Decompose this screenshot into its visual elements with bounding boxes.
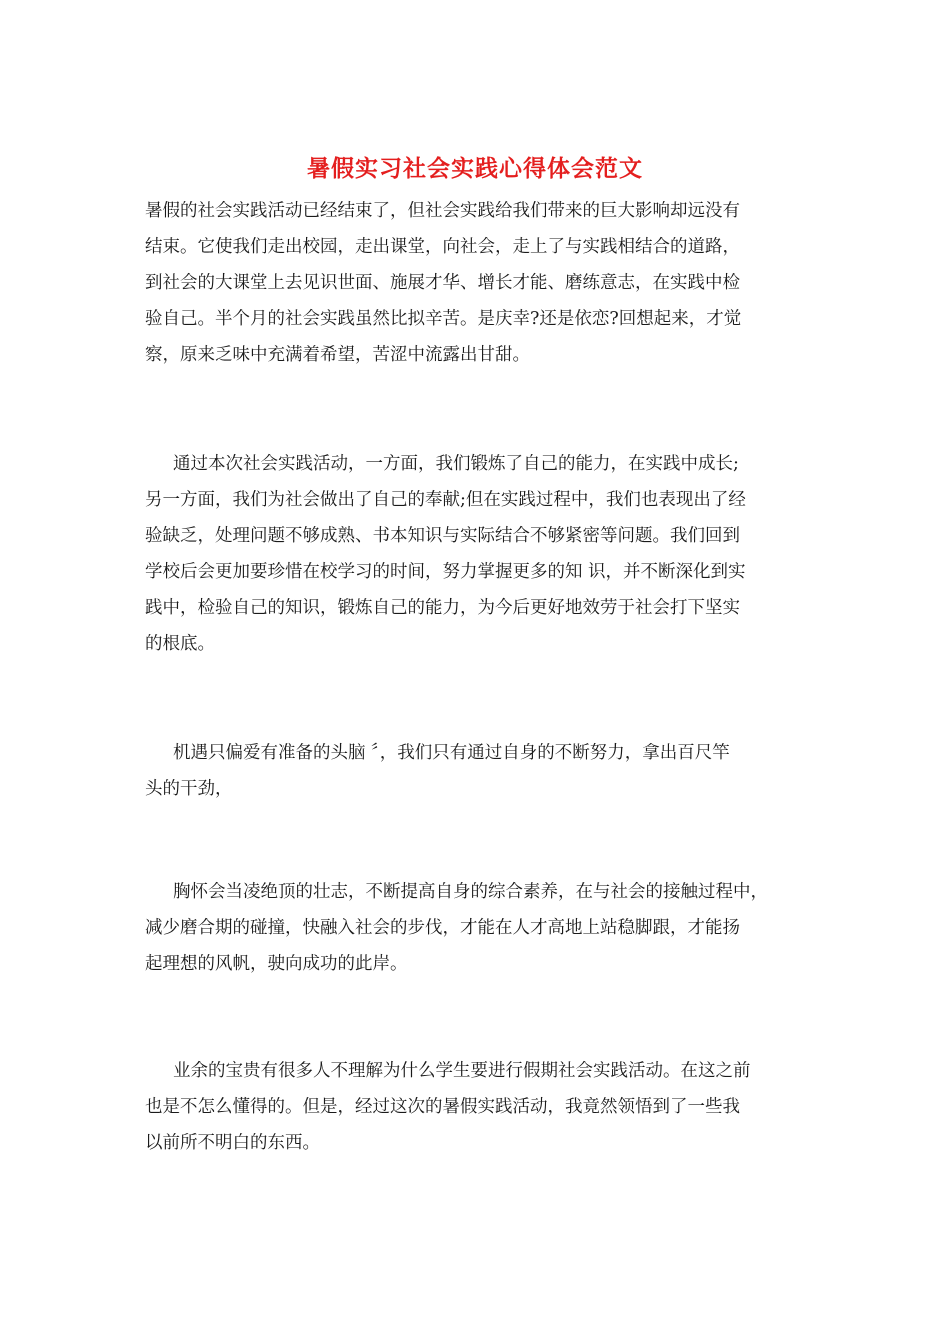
paragraph-line: 胸怀会当凌绝顶的壮志，不断提高自身的综合素养，在与社会的接触过程中， bbox=[173, 882, 768, 902]
paragraph-line: 另一方面，我们为社会做出了自己的奉献;但在实践过程中，我们也表现出了经 bbox=[145, 490, 746, 510]
paragraph-line: 践中，检验自己的知识，锻炼自己的能力，为今后更好地效劳于社会打下坚实 bbox=[145, 598, 740, 618]
paragraph-line: 起理想的风帆，驶向成功的此岸。 bbox=[145, 954, 408, 974]
paragraph-line: 通过本次社会实践活动，一方面，我们锻炼了自己的能力，在实践中成长; bbox=[173, 454, 739, 474]
paragraph-line: 结束。它使我们走出校园，走出课堂，向社会，走上了与实践相结合的道路， bbox=[145, 237, 740, 257]
paragraph-line: 察，原来乏味中充满着希望，苦涩中流露出甘甜。 bbox=[145, 345, 530, 365]
paragraph-line: 减少磨合期的碰撞，快融入社会的步伐，才能在人才高地上站稳脚跟，才能扬 bbox=[145, 918, 740, 938]
paragraph-line: 验自己。半个月的社会实践虽然比拟辛苦。是庆幸?还是依恋?回想起来，才觉 bbox=[145, 309, 742, 329]
paragraph-line: 暑假的社会实践活动已经结束了，但社会实践给我们带来的巨大影响却远没有 bbox=[145, 201, 740, 221]
document-title: 暑假实习社会实践心得体会范文 bbox=[307, 156, 643, 182]
paragraph-line: 到社会的大课堂上去见识世面、施展才华、增长才能、磨练意志，在实践中检 bbox=[145, 273, 740, 293]
paragraph-4 bbox=[145, 874, 825, 982]
paragraph-line: 学校后会更加要珍惜在校学习的时间，努力掌握更多的知 识，并不断深化到实 bbox=[145, 562, 746, 582]
paragraph-3 bbox=[145, 735, 825, 807]
paragraph-line: 业余的宝贵有很多人不理解为什么学生要进行假期社会实践活动。在这之前 bbox=[173, 1061, 751, 1081]
paragraph-5 bbox=[145, 1053, 825, 1161]
paragraph-line: 的根底。 bbox=[145, 634, 215, 654]
paragraph-2 bbox=[145, 446, 825, 662]
paragraph-line: 验缺乏，处理问题不够成熟、书本知识与实际结合不够紧密等问题。我们回到 bbox=[145, 526, 740, 546]
paragraph-line: 也是不怎么懂得的。但是，经过这次的暑假实践活动，我竟然领悟到了一些我 bbox=[145, 1097, 740, 1117]
paragraph-line: 以前所不明白的东西。 bbox=[145, 1133, 320, 1153]
paragraph-line: 机遇只偏爱有准备的头脑 〞，我们只有通过自身的不断努力，拿出百尺竿 bbox=[173, 743, 730, 763]
paragraph-1 bbox=[145, 193, 825, 373]
paragraph-line: 头的干劲， bbox=[145, 779, 233, 799]
